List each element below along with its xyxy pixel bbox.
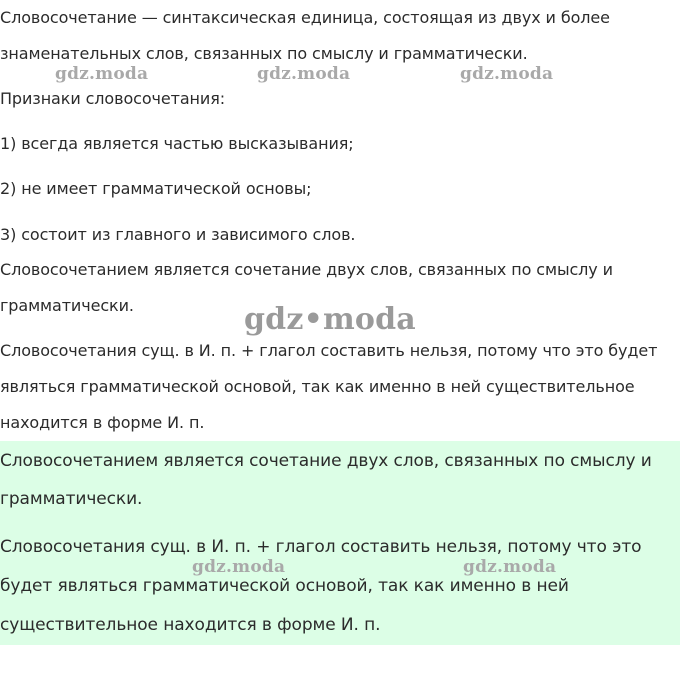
text-line: Признаки словосочетания:	[0, 89, 226, 108]
text-line: Словосочетанием является сочетание двух слов, связанных по смыслу и	[0, 260, 613, 279]
text-line: являться грамматической основой, так как именно в ней существительное	[0, 377, 635, 396]
text-line: 2) не имеет грамматической основы;	[0, 179, 312, 198]
highlight-text-line: грамматически.	[0, 489, 143, 509]
highlight-text-line: существительное находится в форме И. п.	[0, 615, 381, 635]
text-line: грамматически.	[0, 296, 134, 315]
watermark-large: gdz•moda	[244, 302, 416, 337]
watermark: gdz.moda	[257, 64, 351, 84]
watermark: gdz.moda	[460, 64, 554, 84]
text-line: Словосочетания сущ. в И. п. + глагол составить нельзя, потому что это будет	[0, 341, 658, 360]
text-line: 1) всегда является частью высказывания;	[0, 134, 354, 153]
watermark: gdz.moda	[463, 557, 557, 577]
text-line: 3) состоит из главного и зависимого слов.	[0, 225, 356, 244]
watermark: gdz.moda	[192, 557, 286, 577]
text-line: Словосочетание — синтаксическая единица, состоящая из двух и более	[0, 8, 610, 27]
highlight-text-line: Словосочетанием является сочетание двух слов, связанных по смыслу и	[0, 451, 652, 471]
watermark: gdz.moda	[55, 64, 149, 84]
text-line: знаменательных слов, связанных по смыслу и грамматически.	[0, 44, 528, 63]
text-line: находится в форме И. п.	[0, 413, 205, 432]
highlight-text-line: Словосочетания сущ. в И. п. + глагол составить нельзя, потому что это	[0, 537, 642, 557]
highlight-text-line: будет являться грамматической основой, так как именно в ней	[0, 576, 569, 596]
